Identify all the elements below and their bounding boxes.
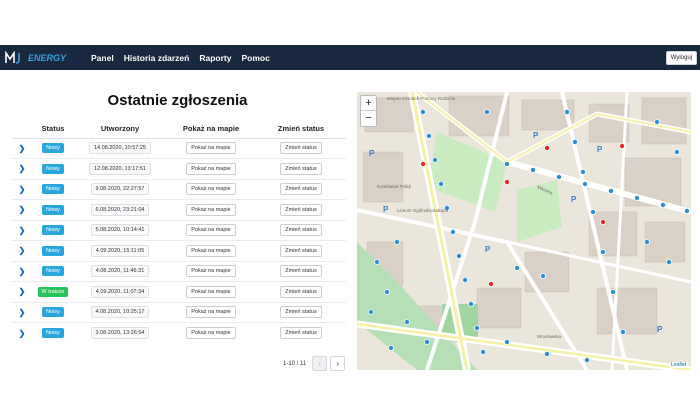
svg-text:P: P (657, 325, 663, 334)
show-on-map-button[interactable]: Pokaż na mapie (186, 142, 235, 154)
svg-text:P: P (597, 145, 603, 154)
table-row (12, 302, 346, 323)
pagination-prev-button[interactable]: ‹ (312, 356, 327, 371)
brand-logo[interactable] (5, 50, 79, 66)
change-status-button[interactable]: Zmień status (280, 142, 321, 154)
expand-row-chevron-icon[interactable]: ❯ (18, 184, 26, 194)
svg-text:P: P (369, 149, 375, 158)
map-view[interactable] (357, 92, 691, 370)
table-row (12, 200, 346, 221)
show-on-map-button[interactable]: Pokaż na mapie (186, 204, 235, 216)
show-on-map-button[interactable]: Pokaż na mapie (186, 163, 235, 175)
expand-row-chevron-icon[interactable]: ❯ (18, 246, 26, 256)
show-on-map-button[interactable]: Pokaż na mapie (186, 327, 235, 339)
map-label-street-2: Mariana (536, 184, 554, 196)
created-timestamp: 4.08.2020, 11:46:31 (91, 265, 150, 277)
svg-text:P: P (485, 245, 491, 254)
map-label-street: Wrocławska (537, 334, 562, 339)
pagination-next-button[interactable]: › (330, 356, 345, 371)
logo-mark-icon (5, 51, 27, 65)
nav-raporty[interactable]: Raporty (199, 52, 232, 63)
header-status: Status (32, 120, 74, 138)
map-label-mops: Miejski Ośrodek Pomocy Rodzinie (387, 96, 456, 101)
created-timestamp: 3.08.2020, 13:26:54 (91, 327, 150, 339)
status-badge: Nowy (42, 143, 64, 153)
created-timestamp: 4.09.2020, 15:11:05 (91, 245, 150, 257)
created-timestamp: 12.08.2020, 13:17:51 (89, 163, 151, 175)
logout-button[interactable]: Wyloguj (666, 51, 697, 65)
table-row (12, 220, 346, 241)
expand-row-chevron-icon[interactable]: ❯ (18, 307, 26, 317)
table-header-row (12, 120, 346, 138)
show-on-map-button[interactable]: Pokaż na mapie (186, 286, 235, 298)
created-timestamp: 4.08.2020, 10:25:17 (91, 306, 150, 318)
brand-text: ENERGY (28, 52, 67, 63)
change-status-button[interactable]: Zmień status (280, 286, 321, 298)
expand-row-chevron-icon[interactable]: ❯ (18, 143, 26, 153)
nav-historia-zdarzen[interactable]: Historia zdarzeń (123, 52, 190, 63)
table-row (12, 261, 346, 282)
status-badge: Nowy (42, 164, 64, 174)
navbar (0, 45, 700, 70)
table-row (12, 241, 346, 262)
pagination-range: 1-10 / 11 (283, 360, 307, 367)
expand-row-chevron-icon[interactable]: ❯ (18, 164, 26, 174)
change-status-button[interactable]: Zmień status (280, 183, 321, 195)
expand-row-chevron-icon[interactable]: ❯ (18, 205, 26, 215)
show-on-map-button[interactable]: Pokaż na mapie (186, 306, 235, 318)
header-change-status: Zmień status (256, 120, 346, 138)
change-status-button[interactable]: Zmień status (280, 306, 321, 318)
page-title: Ostatnie zgłoszenia (107, 92, 248, 109)
change-status-button[interactable]: Zmień status (280, 224, 321, 236)
table-row (12, 179, 346, 200)
created-timestamp: 14.08.2020, 10:57:25 (89, 142, 151, 154)
table-row (12, 323, 346, 344)
created-timestamp: 9.08.2020, 22:27:57 (91, 183, 150, 195)
map-zoom-control (360, 95, 377, 127)
show-on-map-button[interactable]: Pokaż na mapie (186, 265, 235, 277)
reports-table (12, 120, 346, 343)
table-row (12, 159, 346, 180)
expand-row-chevron-icon[interactable]: ❯ (18, 225, 26, 235)
header-expand (12, 120, 32, 138)
table-row (12, 138, 346, 159)
nav-panel[interactable]: Panel (91, 52, 114, 63)
show-on-map-button[interactable]: Pokaż na mapie (186, 245, 235, 257)
expand-row-chevron-icon[interactable]: ❯ (18, 266, 26, 276)
change-status-button[interactable]: Zmień status (280, 163, 321, 175)
status-badge: Nowy (42, 266, 64, 276)
header-created: Utworzony (74, 120, 166, 138)
created-timestamp: 6.08.2020, 23:21:04 (91, 204, 150, 216)
created-timestamp: 4.09.2020, 11:07:34 (91, 286, 150, 298)
svg-text:P: P (571, 195, 577, 204)
map-attribution-link[interactable]: Leaflet (670, 362, 686, 368)
change-status-button[interactable]: Zmień status (280, 204, 321, 216)
status-badge: W trakcie (38, 287, 69, 297)
map-tiles[interactable] (357, 92, 691, 370)
map-label-school: Liceum Ogólnokształcące (397, 208, 449, 213)
svg-text:P: P (533, 131, 539, 140)
map-label-police: Komisariat Policji (377, 184, 412, 189)
pagination (283, 356, 345, 371)
show-on-map-button[interactable]: Pokaż na mapie (186, 183, 235, 195)
zoom-in-button[interactable]: + (361, 96, 376, 111)
status-badge: Nowy (42, 225, 64, 235)
change-status-button[interactable]: Zmień status (280, 245, 321, 257)
status-badge: Nowy (42, 328, 64, 338)
expand-row-chevron-icon[interactable]: ❯ (18, 328, 26, 338)
created-timestamp: 5.08.2020, 10:14:41 (91, 224, 150, 236)
change-status-button[interactable]: Zmień status (280, 327, 321, 339)
change-status-button[interactable]: Zmień status (280, 265, 321, 277)
status-badge: Nowy (42, 205, 64, 215)
status-badge: Nowy (42, 246, 64, 256)
zoom-out-button[interactable]: − (365, 112, 372, 124)
status-badge: Nowy (42, 307, 64, 317)
table-row (12, 282, 346, 303)
show-on-map-button[interactable]: Pokaż na mapie (186, 224, 235, 236)
expand-row-chevron-icon[interactable]: ❯ (18, 287, 26, 297)
header-show-on-map: Pokaż na mapie (166, 120, 256, 138)
nav-pomoc[interactable]: Pomoc (241, 52, 270, 63)
status-badge: Nowy (42, 184, 64, 194)
svg-text:P: P (383, 205, 389, 214)
